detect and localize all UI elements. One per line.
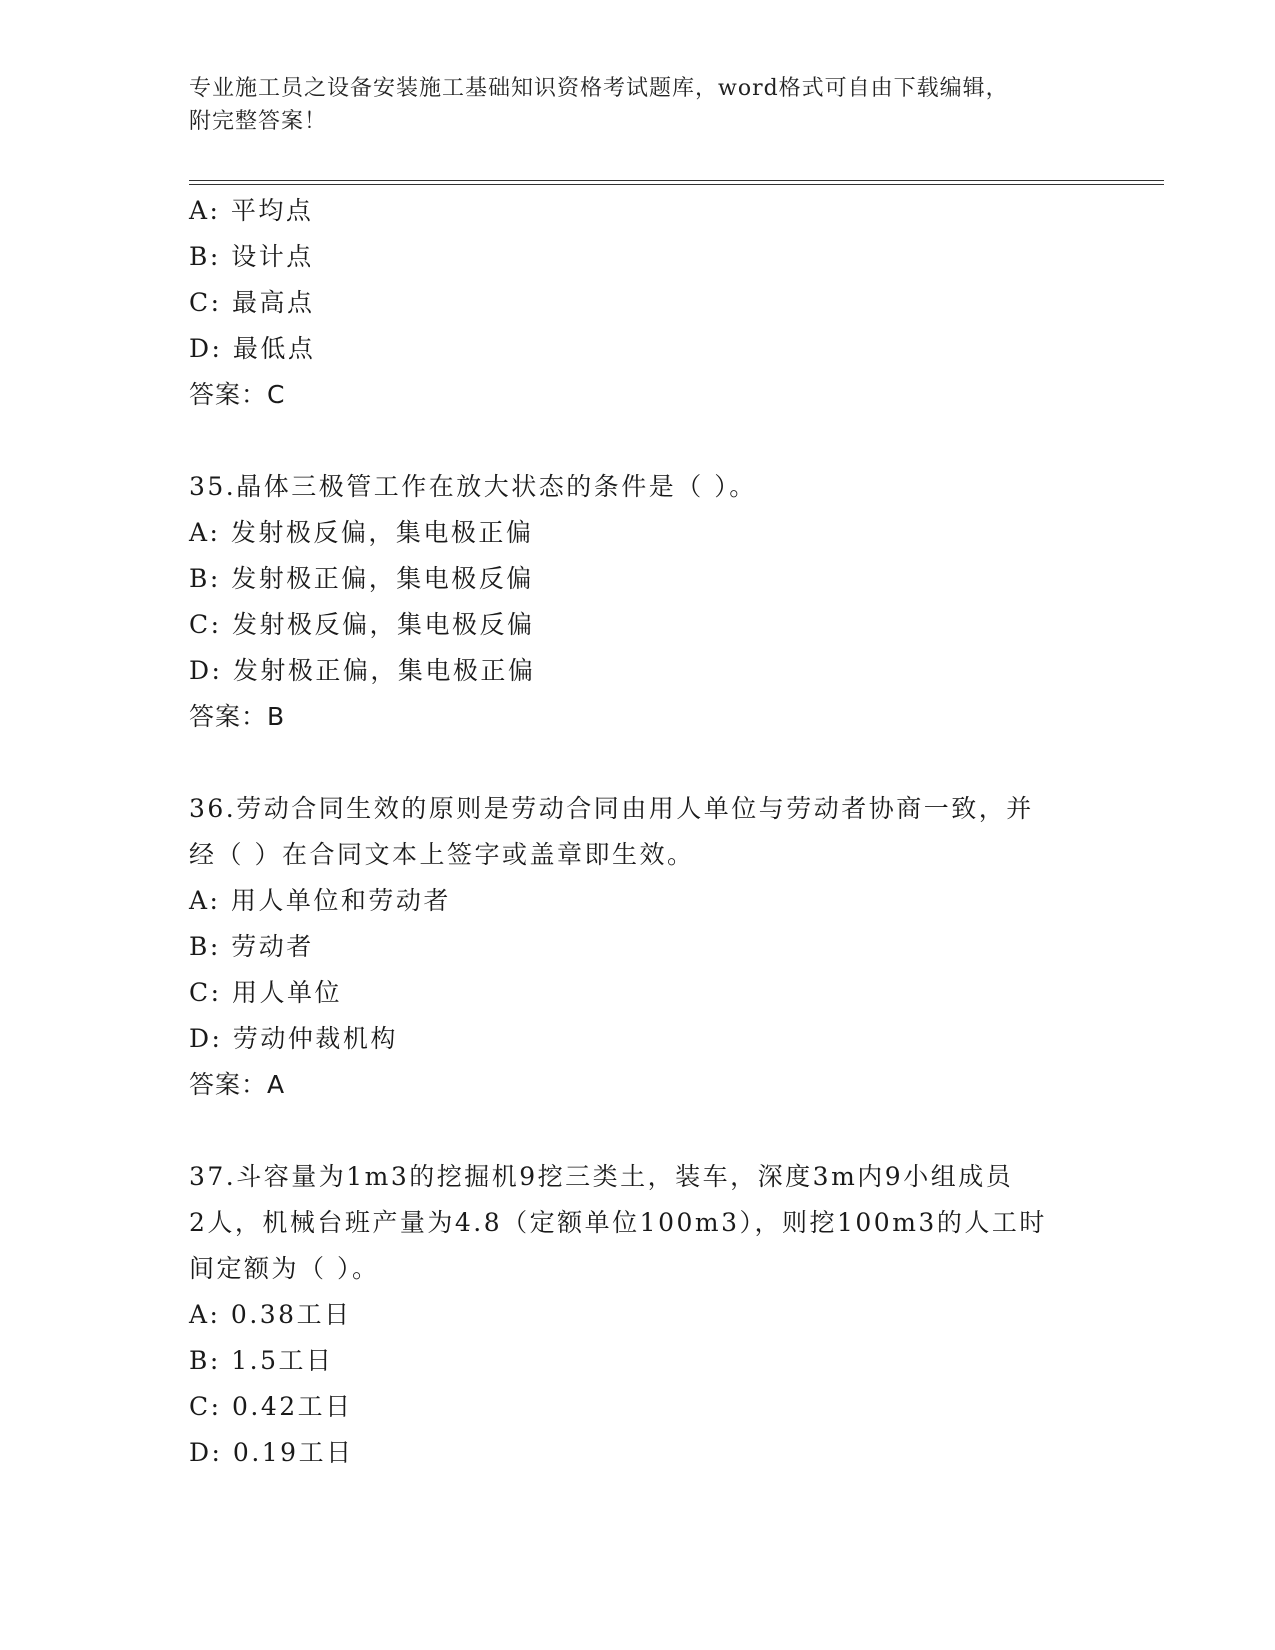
question-content (189, 188, 1089, 1476)
question-text-line: 37.斗容量为1m3的挖掘机9挖三类土，装车，深度3m内9小组成员 (189, 1162, 1014, 1191)
question-text-line: 35.晶体三极管工作在放大状态的条件是（ ）。 (189, 472, 757, 501)
option-c: C: 发射极反偏，集电极反偏 (189, 610, 535, 639)
option-d: D: 发射极正偏，集电极正偏 (189, 656, 536, 685)
question-text-line: 间定额为（ ）。 (189, 1254, 380, 1283)
spacer (189, 1108, 1089, 1154)
option-a: A: 0.38工日 (189, 1300, 352, 1329)
option-c: C: 0.42工日 (189, 1392, 353, 1421)
option-a: A: 平均点 (189, 196, 314, 225)
spacer (189, 740, 1089, 786)
answer-line: 答案：A (189, 1070, 286, 1099)
previous-question-block (189, 188, 1089, 418)
question-text-line: 36.劳动合同生效的原则是劳动合同由用人单位与劳动者协商一致，并 (189, 794, 1034, 823)
question-37 (189, 1154, 1089, 1476)
answer-line: 答案：B (189, 702, 286, 731)
header-divider-top (189, 180, 1164, 181)
option-b: B: 发射极正偏，集电极反偏 (189, 564, 534, 593)
option-d: D: 劳动仲裁机构 (189, 1024, 398, 1053)
header-line-1: 专业施工员之设备安装施工基础知识资格考试题库，word格式可自由下载编辑， (189, 76, 1009, 101)
option-a: A: 用人单位和劳动者 (189, 886, 451, 915)
question-text-line: 经（ ）在合同文本上签字或盖章即生效。 (189, 840, 695, 869)
option-c: C: 用人单位 (189, 978, 342, 1007)
header-line-2: 附完整答案！ (189, 109, 328, 134)
question-36 (189, 786, 1089, 1108)
question-35 (189, 464, 1089, 740)
document-header (189, 72, 1089, 138)
option-a: A: 发射极反偏，集电极正偏 (189, 518, 534, 547)
answer-line: 答案：C (189, 380, 286, 409)
option-c: C: 最高点 (189, 288, 315, 317)
question-text-line: 2人，机械台班产量为4.8（定额单位100m3），则挖100m3的人工时 (189, 1208, 1047, 1237)
option-b: B: 1.5工日 (189, 1346, 334, 1375)
option-b: B: 劳动者 (189, 932, 314, 961)
option-d: D: 0.19工日 (189, 1438, 354, 1467)
header-divider-bottom (189, 184, 1164, 185)
option-b: B: 设计点 (189, 242, 314, 271)
option-d: D: 最低点 (189, 334, 316, 363)
spacer (189, 418, 1089, 464)
